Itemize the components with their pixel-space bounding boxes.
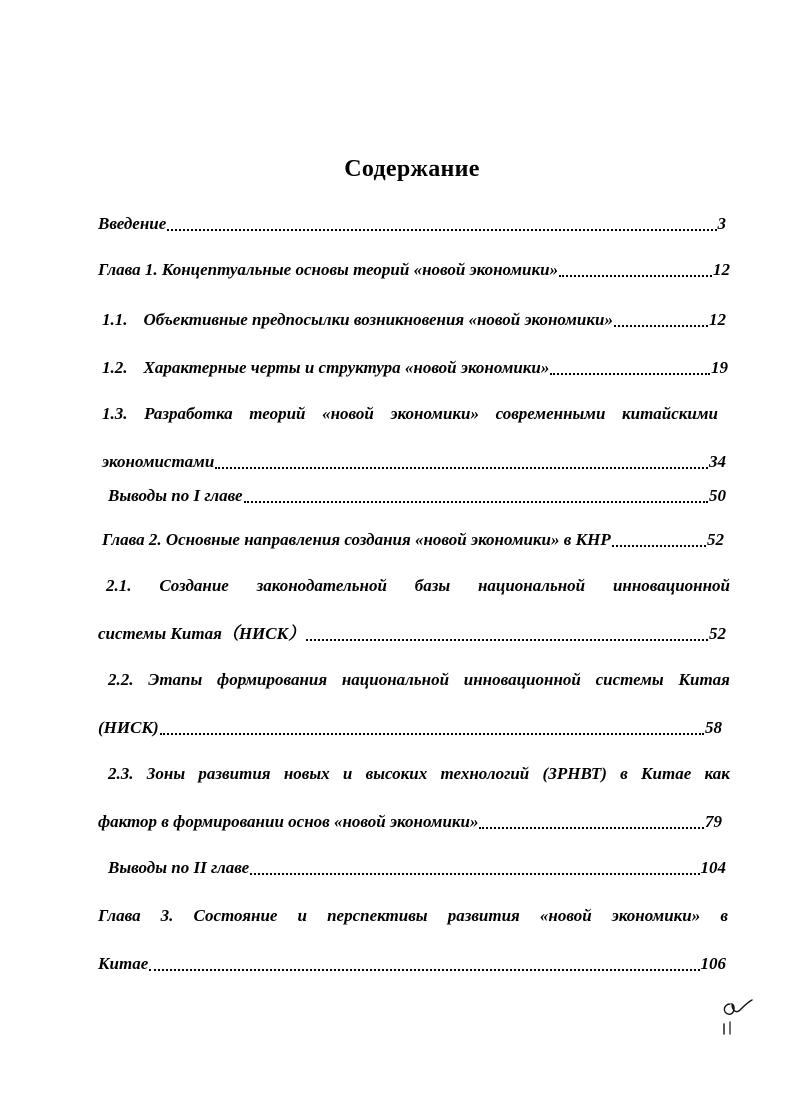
dot-leader bbox=[614, 308, 708, 327]
toc-word: законодательной bbox=[256, 576, 387, 595]
toc-word: развития bbox=[198, 764, 271, 783]
toc-word: и bbox=[342, 764, 353, 783]
toc-word: инновационной bbox=[612, 576, 730, 595]
toc-word: как bbox=[704, 764, 730, 783]
toc-entry-text: Введение bbox=[98, 214, 167, 233]
toc-word: в bbox=[720, 906, 728, 925]
toc-word: теорий bbox=[249, 404, 306, 423]
toc-entry-chapter-3 bbox=[98, 904, 728, 928]
handwritten-signature bbox=[716, 998, 762, 1040]
toc-entry-section-1-3 bbox=[102, 402, 718, 426]
dot-leader bbox=[149, 952, 699, 971]
toc-word: национальной bbox=[341, 670, 450, 689]
toc-word: «новой bbox=[539, 906, 592, 925]
toc-entry-section-2-3-cont bbox=[98, 810, 722, 834]
toc-entry-text: Китае bbox=[98, 954, 149, 973]
toc-word: современными bbox=[495, 404, 606, 423]
toc-entry-text: Выводы по I главе bbox=[108, 486, 243, 505]
toc-word: базы bbox=[414, 576, 451, 595]
toc-word: формирования bbox=[217, 670, 328, 689]
toc-entry-section-2-2 bbox=[108, 668, 730, 692]
dot-leader bbox=[612, 528, 706, 547]
toc-word: 3. bbox=[160, 906, 174, 925]
dot-leader bbox=[215, 450, 708, 469]
toc-word: 2.1. bbox=[106, 576, 132, 595]
toc-word: перспективы bbox=[327, 906, 428, 925]
toc-word: новых bbox=[283, 764, 330, 783]
toc-page-number: 19 bbox=[711, 358, 728, 377]
dot-leader bbox=[160, 716, 704, 735]
toc-word: 2.2. bbox=[108, 670, 134, 689]
toc-word: системы bbox=[595, 670, 664, 689]
dot-leader bbox=[550, 356, 710, 375]
dot-leader bbox=[167, 212, 716, 231]
toc-entry-text: системы Китая（НИСК） bbox=[98, 624, 306, 643]
toc-entry-section-1-1 bbox=[102, 308, 726, 332]
toc-page-number: 50 bbox=[709, 486, 726, 505]
toc-entry-text: Глава 1. Концептуальные основы теорий «новой экономики» bbox=[98, 260, 559, 279]
toc-page-number: 58 bbox=[705, 718, 722, 737]
toc-word: китайскими bbox=[622, 404, 718, 423]
toc-word: Этапы bbox=[148, 670, 203, 689]
toc-page-number: 12 bbox=[713, 260, 730, 279]
dot-leader bbox=[244, 484, 708, 503]
toc-word: в bbox=[620, 764, 628, 783]
toc-entry-chapter-2 bbox=[102, 528, 724, 552]
toc-page-number: 3 bbox=[717, 214, 726, 233]
toc-word: Зоны bbox=[146, 764, 186, 783]
toc-page-number: 34 bbox=[709, 452, 726, 471]
toc-word: Глава bbox=[98, 906, 141, 925]
dot-leader bbox=[250, 856, 699, 875]
toc-entry-intro bbox=[98, 212, 726, 236]
page-title: Содержание bbox=[344, 156, 480, 182]
toc-entry-text: (НИСК) bbox=[98, 718, 159, 737]
toc-word: Создание bbox=[159, 576, 229, 595]
toc-page-number: 52 bbox=[707, 530, 724, 549]
toc-entry-text: экономистами bbox=[102, 452, 215, 471]
toc-word: инновационной bbox=[463, 670, 581, 689]
toc-word: 2.3. bbox=[108, 764, 134, 783]
toc-entry-text: фактор в формировании основ «новой экономики» bbox=[98, 812, 479, 831]
toc-word: «новой bbox=[322, 404, 374, 423]
toc-entry-text: Характерные черты и структура «новой экономики» bbox=[143, 358, 550, 377]
toc-page-number: 106 bbox=[700, 954, 726, 973]
toc-word: экономики» bbox=[390, 404, 479, 423]
dot-leader bbox=[559, 258, 712, 277]
toc-word: национальной bbox=[477, 576, 586, 595]
toc-section-number: 1.3. bbox=[102, 404, 128, 423]
toc-entry-conclusions-1 bbox=[108, 484, 726, 508]
toc-section-number: 1.1. bbox=[102, 310, 128, 329]
toc-entry-section-1-3-cont bbox=[102, 450, 726, 474]
toc-section-number: 1.2. bbox=[102, 358, 128, 377]
toc-word: высоких bbox=[365, 764, 428, 783]
toc-word: Китае bbox=[641, 764, 692, 783]
toc-entry-chapter-1 bbox=[98, 258, 730, 282]
toc-word: (ЗРНВТ) bbox=[542, 764, 607, 783]
toc-entry-section-2-1 bbox=[106, 574, 730, 598]
toc-entry-conclusions-2 bbox=[108, 856, 726, 880]
toc-word: и bbox=[297, 906, 308, 925]
toc-page-number: 104 bbox=[700, 858, 726, 877]
toc-entry-chapter-3-cont bbox=[98, 952, 726, 976]
toc-entry-text: Выводы по II главе bbox=[108, 858, 250, 877]
toc-word: Состояние bbox=[193, 906, 278, 925]
toc-word: Разработка bbox=[144, 404, 233, 423]
toc-entry-section-2-3 bbox=[108, 762, 730, 786]
toc-entry-section-2-2-cont bbox=[98, 716, 722, 740]
toc-word: развития bbox=[447, 906, 520, 925]
toc-page-number: 12 bbox=[709, 310, 726, 329]
dot-leader bbox=[479, 810, 704, 829]
toc-entry-text: Объективные предпосылки возникновения «новой экономики» bbox=[143, 310, 613, 329]
toc-page-number: 79 bbox=[705, 812, 722, 831]
toc-entry-section-2-1-cont bbox=[98, 622, 726, 646]
toc-word: экономики» bbox=[611, 906, 701, 925]
toc-entry-section-1-2 bbox=[102, 356, 728, 380]
toc-entry-text: Глава 2. Основные направления создания «новой экономики» в КНР bbox=[102, 530, 611, 549]
dot-leader bbox=[306, 622, 708, 641]
toc-word: технологий bbox=[440, 764, 530, 783]
toc-word: Китая bbox=[678, 670, 730, 689]
toc-page-number: 52 bbox=[709, 624, 726, 643]
